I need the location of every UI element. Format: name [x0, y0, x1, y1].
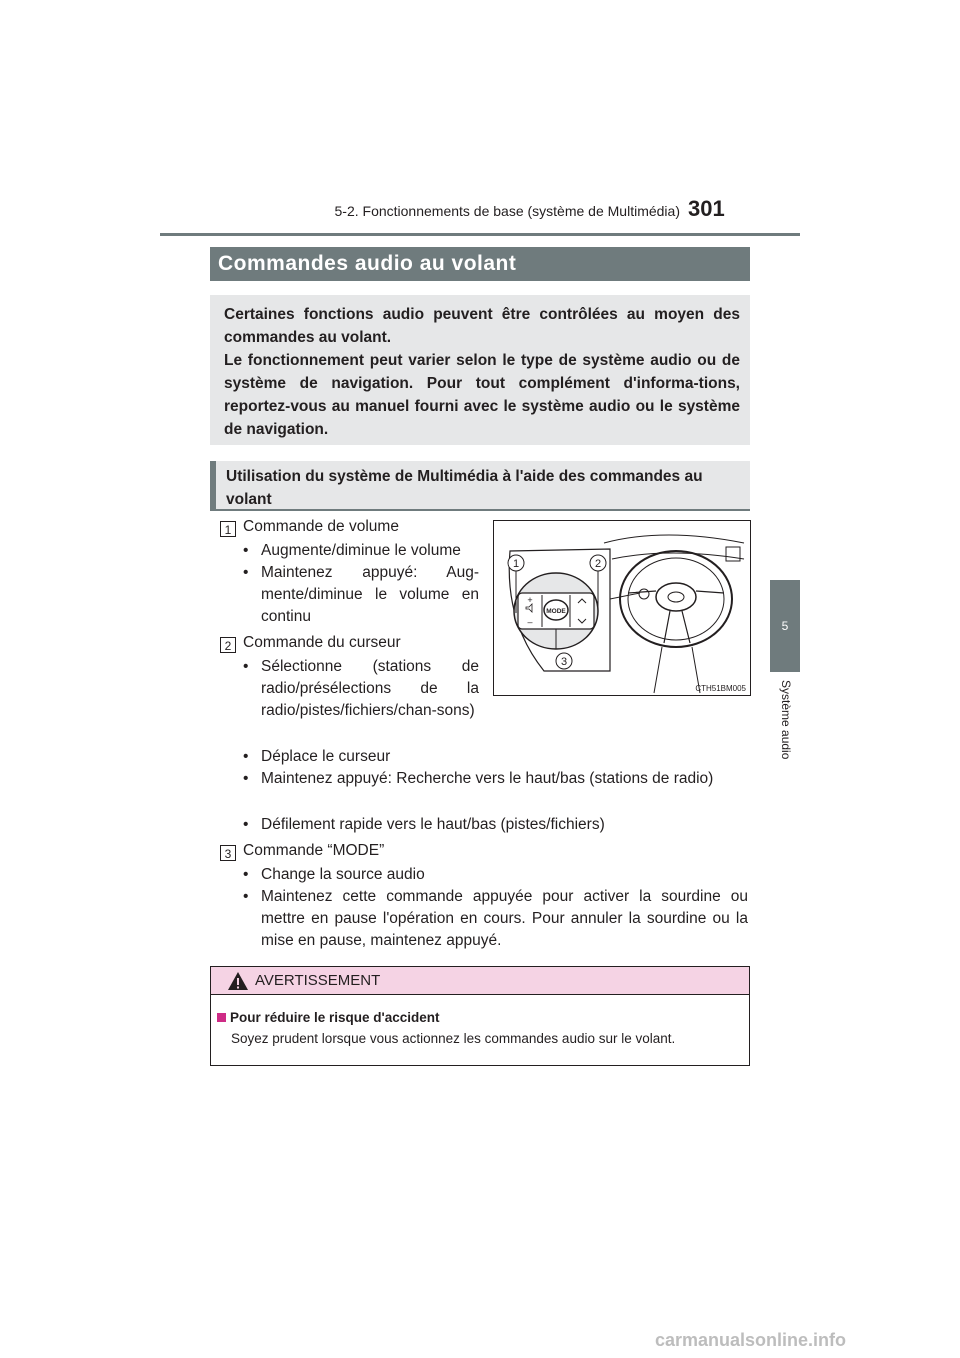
intro-paragraph-1: Certaines fonctions audio peuvent être contrôlées au moyen des commandes au volant. [224, 306, 740, 346]
header-rule [160, 233, 800, 236]
list-item: • Sélectionne (stations de radio/présélections de la radio/pistes/fichiers/chan-sons) [243, 658, 479, 719]
chapter-tab-number: 5 [770, 580, 800, 672]
callout-1: 1 [512, 558, 520, 570]
warning-header [211, 967, 749, 995]
volume-minus-label: – [527, 617, 533, 627]
list-item: • Maintenez appuyé: Aug-mente/diminue le volume en continu [243, 564, 479, 625]
figure-code: CTH51BM005 [695, 684, 746, 693]
volume-plus-label: + [527, 595, 533, 605]
list-item: • Défilement rapide vers le haut/bas (pistes/fichiers) [243, 816, 605, 833]
list-item: • Maintenez appuyé: Recherche vers le haut/bas (stations de radio) [243, 770, 714, 787]
item-title-volume: Commande de volume [243, 518, 399, 535]
list-item: • Déplace le curseur [243, 748, 391, 765]
warning-header-label: AVERTISSEMENT [255, 972, 381, 989]
intro-paragraph-2: Le fonctionnement peut varier selon le type de système audio ou de système de navigation. Pour tout complément d'informa-tions, reportez-vous au manuel fourni avec le système audio ou le système de navigation. [224, 352, 740, 438]
item-title-cursor: Commande du curseur [243, 634, 401, 651]
page-number: 301 [688, 196, 725, 221]
list-item: • Augmente/diminue le volume [243, 542, 461, 559]
item-title-mode: Commande “MODE” [243, 842, 385, 859]
callout-3: 3 [560, 656, 568, 668]
steering-wheel-illustration [493, 520, 751, 696]
mode-button-label: MODE [546, 608, 566, 615]
list-item: • Change la source audio [243, 866, 425, 883]
square-bullet-icon [217, 1013, 226, 1022]
item-number-2: 2 [220, 637, 236, 653]
warning-subtitle: Pour réduire le risque d'accident [217, 1010, 440, 1025]
section-heading: Utilisation du système de Multimédia à l'aide des commandes au volant [210, 461, 750, 511]
chapter-header: 5-2. Fonctionnements de base (système de Multimédia) [334, 203, 680, 219]
page-title: Commandes audio au volant [210, 247, 750, 281]
watermark: carmanualsonline.info [655, 1330, 847, 1350]
item-number-3: 3 [220, 845, 236, 861]
intro-box [210, 295, 750, 445]
warning-box [210, 966, 750, 1066]
warning-text: Soyez prudent lorsque vous actionnez les commandes audio sur le volant. [231, 1031, 676, 1046]
item-number-1: 1 [220, 521, 236, 537]
chapter-tab-label: Système audio [779, 680, 793, 760]
callout-2: 2 [594, 558, 602, 570]
list-item: • Maintenez cette commande appuyée pour activer la sourdine ou mettre en pause l'opération en cours. Pour annuler la sourdine ou la mise en pause, maintenez appuyé. [243, 888, 748, 949]
warning-triangle-icon [227, 971, 249, 991]
